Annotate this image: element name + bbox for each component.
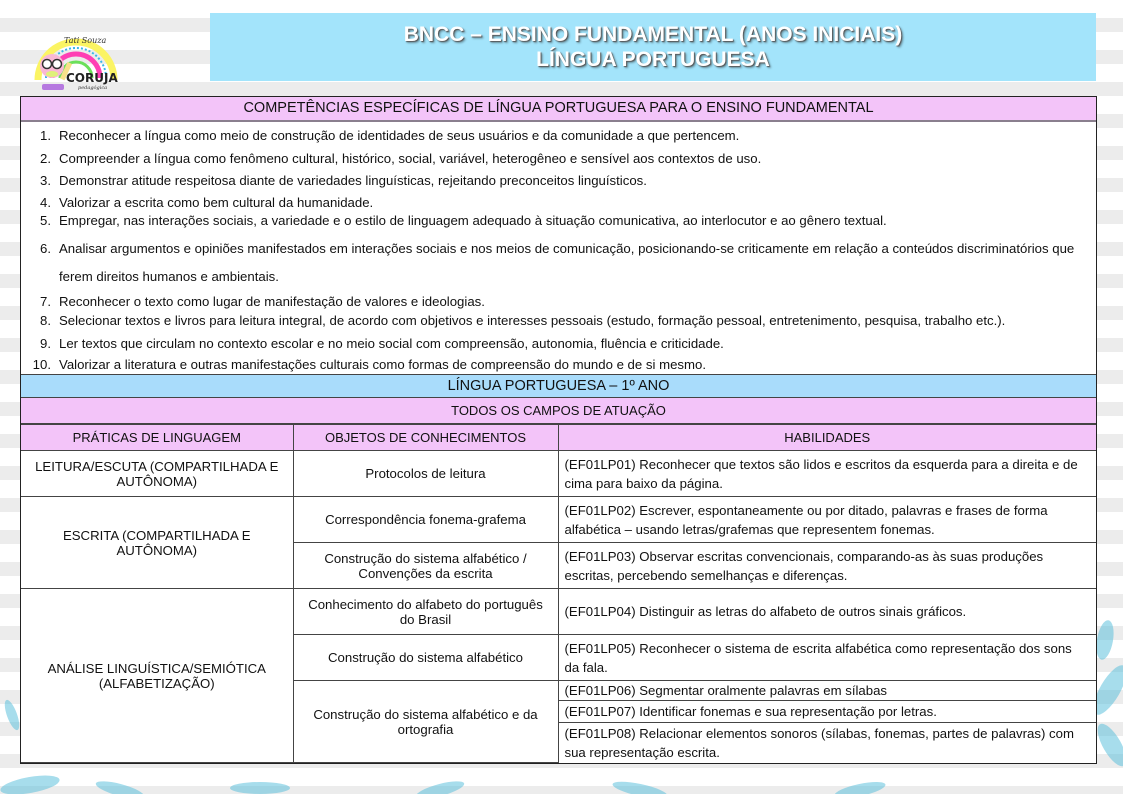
competencia-item: 9. Ler textos que circulam no contexto escolar e no meio social com compreensão, autonomia, fluência e criticidade. xyxy=(40,336,724,351)
competencia-item: 8. Selecionar textos e livros para leitura integral, de acordo com objetivos e interesses pessoais (estudo, formação pessoal, entretenimento, pesquisa, trabalho etc.). xyxy=(40,313,1006,328)
ano-title: LÍNGUA PORTUGUESA – 1º ANO xyxy=(21,374,1096,398)
competencia-item: 2. Compreender a língua como fenômeno cultural, histórico, social, variável, heterogêneo e sensível aos contextos de uso. xyxy=(40,151,762,166)
habilidade-cell: (EF01LP07) Identificar fonemas e sua representação por letras. xyxy=(558,701,1096,723)
coruja-logo xyxy=(28,14,124,94)
habilidade-cell: (EF01LP08) Relacionar elementos sonoros (sílabas, fonemas, partes de palavras) com sua representação escrita. xyxy=(558,723,1096,763)
objeto-cell: Construção do sistema alfabético e da ortografia xyxy=(293,681,558,763)
habilidade-cell: (EF01LP03) Observar escritas convencionais, comparando-as às suas produções escritas, percebendo semelhanças e diferenças. xyxy=(558,543,1096,589)
objeto-cell: Construção do sistema alfabético / Convenções da escrita xyxy=(293,543,558,589)
title-line-2: LÍNGUA PORTUGUESA xyxy=(536,48,770,71)
competencia-item: 10. Valorizar a literatura e outras manifestações culturais como formas de compreensão do mundo e de si mesmo. xyxy=(32,357,706,372)
logo-brand: CORUJA xyxy=(66,71,118,85)
logo-script: Tati Souza xyxy=(64,36,107,45)
pratica-cell: ESCRITA (COMPARTILHADA E AUTÔNOMA) xyxy=(21,497,293,589)
pratica-cell: LEITURA/ESCUTA (COMPARTILHADA E AUTÔNOMA) xyxy=(21,451,293,497)
habilidade-cell: (EF01LP02) Escrever, espontaneamente ou por ditado, palavras e frases de forma alfabética – usando letras/grafemas que representem fonemas. xyxy=(558,497,1096,543)
column-header-praticas: PRÁTICAS DE LINGUAGEM xyxy=(21,425,293,451)
habilidade-cell: (EF01LP01) Reconhecer que textos são lidos e escritos da esquerda para a direita e de cima para baixo da página. xyxy=(558,451,1096,497)
table-row xyxy=(21,451,1096,497)
competencia-item: 1. Reconhecer a língua como meio de construção de identidades de seus usuários e da comunidade a que pertencem. xyxy=(40,128,740,143)
table-row xyxy=(21,497,1096,543)
column-header-habilidades: HABILIDADES xyxy=(558,425,1096,451)
logo-subtitle: pedagógica xyxy=(78,85,108,91)
competencia-item: 7. Reconhecer o texto como lugar de manifestação de valores e ideologias. xyxy=(40,294,485,309)
habilidade-cell: (EF01LP05) Reconhecer o sistema de escrita alfabética como representação dos sons da fala. xyxy=(558,635,1096,681)
competencia-item: 4. Valorizar a escrita como bem cultural da humanidade. xyxy=(40,195,374,210)
competencia-item: 5. Empregar, nas interações sociais, a variedade e o estilo de linguagem adequado à situação comunicativa, ao interlocutor e ao gênero textual. xyxy=(40,213,887,228)
title-line-1: BNCC – ENSINO FUNDAMENTAL (ANOS INICIAIS) xyxy=(403,23,903,46)
objeto-cell: Correspondência fonema-grafema xyxy=(293,497,558,543)
competencia-item: 3. Demonstrar atitude respeitosa diante de variedades linguísticas, rejeitando preconceitos linguísticos. xyxy=(40,173,647,188)
objeto-cell: Conhecimento do alfabeto do português do Brasil xyxy=(293,589,558,635)
title-banner xyxy=(210,13,1096,81)
objeto-cell: Construção do sistema alfabético xyxy=(293,635,558,681)
bncc-document xyxy=(20,96,1097,764)
table-header-row xyxy=(21,425,1096,451)
campos-atuacao: TODOS OS CAMPOS DE ATUAÇÃO xyxy=(21,398,1096,424)
objeto-cell: Protocolos de leitura xyxy=(293,451,558,497)
pratica-cell: ANÁLISE LINGUÍSTICA/SEMIÓTICA (ALFABETIZAÇÃO) xyxy=(21,589,293,763)
competencias-title: COMPETÊNCIAS ESPECÍFICAS DE LÍNGUA PORTUGUESA PARA O ENSINO FUNDAMENTAL xyxy=(21,97,1096,122)
habilidade-cell: (EF01LP06) Segmentar oralmente palavras em sílabas xyxy=(558,681,1096,701)
habilidade-cell: (EF01LP04) Distinguir as letras do alfabeto de outros sinais gráficos. xyxy=(558,589,1096,635)
competencia-item: 6. Analisar argumentos e opiniões manifestados em interações sociais e nos meios de comunicação, posicionando-se criticamente em relação a conteúdos discriminatórios que ferem direitos humanos e ambientais. xyxy=(40,241,1075,284)
competencias-list xyxy=(21,122,1096,374)
habilidades-table xyxy=(21,424,1096,763)
column-header-objetos: OBJETOS DE CONHECIMENTOS xyxy=(293,425,558,451)
table-row xyxy=(21,589,1096,635)
